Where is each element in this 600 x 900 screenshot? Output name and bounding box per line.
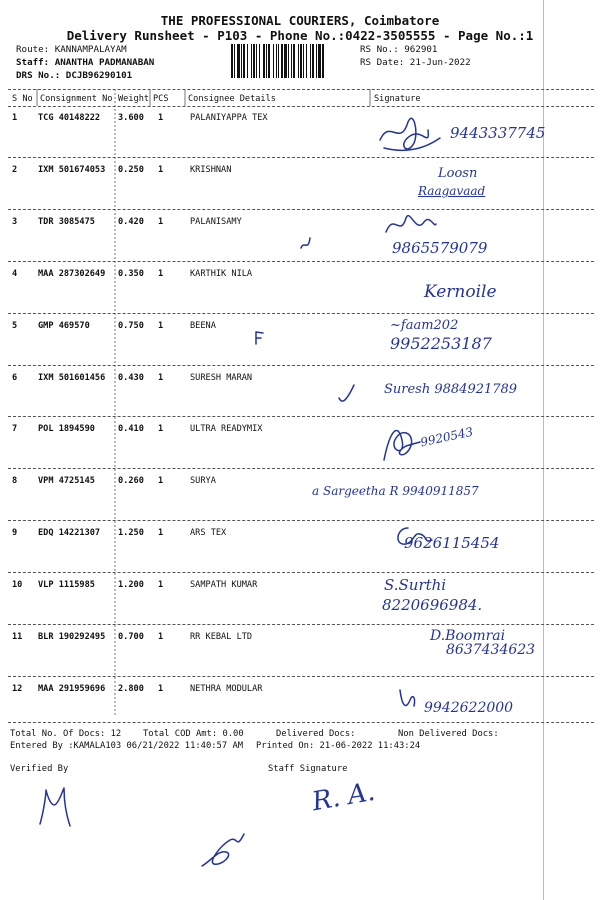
row11-handwritten-name: D.Boomrai bbox=[430, 628, 506, 644]
row-weight: 0.250 bbox=[118, 165, 144, 175]
barcode-bar bbox=[241, 44, 242, 78]
barcode-bar bbox=[251, 44, 252, 78]
row2-handwritten-name: Loosn bbox=[438, 166, 478, 181]
row3-handwritten-phone: 9865579079 bbox=[392, 239, 488, 257]
row-weight: 1.250 bbox=[118, 528, 144, 538]
barcode-bar bbox=[281, 44, 283, 78]
row-sno: 8 bbox=[12, 476, 18, 486]
row5-handwritten-phone: 9952253187 bbox=[390, 334, 492, 353]
non-delivered-docs: Non Delivered Docs: bbox=[398, 729, 499, 739]
staff-label: Staff: ANANTHA PADMANABAN bbox=[16, 57, 155, 68]
route-label: Route: KANNAMPALAYAM bbox=[16, 44, 127, 55]
table-row bbox=[0, 471, 600, 523]
row-consignee: BEENA bbox=[190, 321, 216, 331]
table-row bbox=[0, 523, 600, 575]
barcode-bar bbox=[256, 44, 257, 78]
row3-tick-mark bbox=[298, 236, 314, 254]
row-pcs: 1 bbox=[158, 632, 164, 642]
row-pcs: 1 bbox=[158, 113, 164, 123]
row-consignment: BLR 190292495 bbox=[38, 632, 106, 642]
row-weight: 0.700 bbox=[118, 632, 144, 642]
barcode-bar bbox=[237, 44, 240, 78]
row-sno: 10 bbox=[12, 580, 23, 590]
table-row bbox=[0, 419, 600, 471]
barcode-bar bbox=[293, 44, 295, 78]
barcode-bar bbox=[253, 44, 255, 78]
row-weight: 0.430 bbox=[118, 373, 144, 383]
barcode-bar bbox=[303, 44, 304, 78]
verified-by-label: Verified By bbox=[10, 764, 69, 774]
row11-handwritten-phone: 8637434623 bbox=[446, 642, 536, 658]
row-rule bbox=[8, 572, 594, 573]
barcode-bar bbox=[306, 44, 307, 78]
col-consignee-header: Consignee Details bbox=[188, 94, 276, 104]
row-sno: 3 bbox=[12, 217, 18, 227]
barcode-bar bbox=[310, 44, 311, 78]
col-weight-header: Weight bbox=[118, 94, 150, 104]
barcode-bar bbox=[322, 44, 324, 78]
row9-handwritten-phone: 9626115454 bbox=[404, 534, 500, 552]
row-rule bbox=[8, 676, 594, 677]
row10-handwritten-name: S.Surthi bbox=[384, 576, 447, 594]
row-consignee: ULTRA READYMIX bbox=[190, 424, 263, 434]
barcode-bar bbox=[316, 44, 317, 78]
row2-handwritten-note: Raagavaad bbox=[418, 184, 486, 198]
row12-handwritten-phone: 9942622000 bbox=[424, 700, 514, 716]
row1-handwritten-phone: 9443337745 bbox=[450, 124, 546, 142]
barcode-bar bbox=[312, 44, 314, 78]
row-consignment: GMP 469570 bbox=[38, 321, 90, 331]
row-consignment: VPM 4725145 bbox=[38, 476, 95, 486]
barcode-bar bbox=[268, 44, 270, 78]
row-consignment: MAA 287302649 bbox=[38, 269, 106, 279]
printed-on: Printed On: 21-06-2022 11:43:24 bbox=[256, 741, 421, 751]
table-bottom-rule bbox=[8, 722, 594, 723]
row-weight: 2.800 bbox=[118, 684, 144, 694]
barcode-bar bbox=[263, 44, 265, 78]
barcode-bar bbox=[300, 44, 302, 78]
row-consignment: MAA 291959696 bbox=[38, 684, 106, 694]
row-pcs: 1 bbox=[158, 165, 164, 175]
row-sno: 6 bbox=[12, 373, 18, 383]
rs-date: RS Date: 21-Jun-2022 bbox=[360, 57, 471, 68]
row-sno: 11 bbox=[12, 632, 23, 642]
row-weight: 0.260 bbox=[118, 476, 144, 486]
row-pcs: 1 bbox=[158, 684, 164, 694]
row-pcs: 1 bbox=[158, 424, 164, 434]
row-pcs: 1 bbox=[158, 528, 164, 538]
barcode-bar bbox=[234, 44, 235, 78]
row-pcs: 1 bbox=[158, 269, 164, 279]
row-sno: 5 bbox=[12, 321, 18, 331]
delivered-docs: Delivered Docs: bbox=[276, 729, 356, 739]
row-consignee: RR KEBAL LTD bbox=[190, 632, 253, 642]
row-rule bbox=[8, 261, 594, 262]
total-docs: Total No. Of Docs: 12 bbox=[10, 729, 122, 739]
col-sno-header: S No bbox=[12, 94, 33, 104]
row-consignment: POL 1894590 bbox=[38, 424, 95, 434]
row7-signature-scribble bbox=[376, 420, 424, 466]
row3-signature-scribble bbox=[380, 208, 440, 242]
col-pcs-header: PCS bbox=[153, 94, 169, 104]
barcode-bar bbox=[291, 44, 292, 78]
row-consignee: KRISHNAN bbox=[190, 165, 232, 175]
row-rule bbox=[8, 520, 594, 521]
table-row bbox=[0, 316, 600, 368]
row12-signature-scribble bbox=[396, 686, 420, 714]
row-sno: 9 bbox=[12, 528, 18, 538]
barcode-bar bbox=[259, 44, 260, 78]
total-cod-amount: Total COD Amt: 0.00 bbox=[143, 729, 244, 739]
row10-handwritten-phone: 8220696984. bbox=[382, 596, 483, 614]
staff-signature-label: Staff Signature bbox=[268, 764, 348, 774]
staff-signature-text: R. A. bbox=[309, 776, 378, 818]
table-row bbox=[0, 575, 600, 627]
row-rule bbox=[8, 209, 594, 210]
row-rule bbox=[8, 365, 594, 366]
row5-mark bbox=[252, 330, 266, 346]
barcode-bar bbox=[243, 44, 245, 78]
table-row bbox=[0, 264, 600, 316]
row-weight: 3.600 bbox=[118, 113, 144, 123]
row-rule bbox=[8, 313, 594, 314]
row-consignee: PALANIYAPPA TEX bbox=[190, 113, 268, 123]
barcode-bar bbox=[273, 44, 274, 78]
row-consignee: PALANISAMY bbox=[190, 217, 242, 227]
row-consignment: VLP 1115985 bbox=[38, 580, 95, 590]
drs-label: DRS No.: DCJB96290101 bbox=[16, 70, 133, 81]
row6-tick-mark bbox=[336, 382, 358, 406]
verifier-signature-scribble bbox=[34, 784, 80, 830]
barcode-bar bbox=[231, 44, 233, 78]
row-pcs: 1 bbox=[158, 321, 164, 331]
rs-number: RS No.: 962901 bbox=[360, 44, 438, 55]
row5-handwritten-name: ~faam202 bbox=[390, 318, 459, 333]
barcode-bar bbox=[247, 44, 248, 78]
entered-by: Entered By :KAMALA103 06/21/2022 11:40:57 AM bbox=[10, 741, 244, 751]
row-pcs: 1 bbox=[158, 580, 164, 590]
row7-handwritten-phone: 9920543 bbox=[419, 424, 475, 450]
barcode-bar bbox=[318, 44, 321, 78]
barcode-image bbox=[230, 44, 355, 78]
col-consignment-header: Consignment No bbox=[40, 94, 113, 104]
barcode-bar bbox=[288, 44, 289, 78]
row-sno: 1 bbox=[12, 113, 18, 123]
barcode-bar bbox=[276, 44, 277, 78]
row-weight: 0.750 bbox=[118, 321, 144, 331]
table-row bbox=[0, 160, 600, 212]
row-weight: 0.410 bbox=[118, 424, 144, 434]
row-weight: 1.200 bbox=[118, 580, 144, 590]
row-consignment: TDR 3085475 bbox=[38, 217, 95, 227]
row-sno: 4 bbox=[12, 269, 18, 279]
company-title: THE PROFESSIONAL COURIERS, Coimbatore bbox=[160, 13, 440, 28]
barcode-bar bbox=[298, 44, 299, 78]
row-consignment: EDQ 14221307 bbox=[38, 528, 101, 538]
row-rule bbox=[8, 468, 594, 469]
row-consignee: SURYA bbox=[190, 476, 216, 486]
row-consignee: ARS TEX bbox=[190, 528, 227, 538]
row-sno: 12 bbox=[12, 684, 23, 694]
barcode-bar bbox=[266, 44, 267, 78]
row-consignee: KARTHIK NILA bbox=[190, 269, 253, 279]
row-consignment: IXM 501674053 bbox=[38, 165, 106, 175]
row8-handwritten-text: a Sargeetha R 9940911857 bbox=[312, 484, 479, 498]
row-rule bbox=[8, 157, 594, 158]
row-sno: 7 bbox=[12, 424, 18, 434]
row-sno: 2 bbox=[12, 165, 18, 175]
row-consignment: TCG 40148222 bbox=[38, 113, 101, 123]
row-weight: 0.420 bbox=[118, 217, 144, 227]
row-rule bbox=[8, 416, 594, 417]
second-verifier-signature-scribble bbox=[196, 826, 256, 876]
row-pcs: 1 bbox=[158, 217, 164, 227]
row-consignee: NETHRA MODULAR bbox=[190, 684, 263, 694]
row-consignee: SAMPATH KUMAR bbox=[190, 580, 258, 590]
row6-handwritten-text: Suresh 9884921789 bbox=[384, 382, 518, 397]
row4-handwritten-name: Kernoile bbox=[424, 282, 497, 302]
row-consignee: SURESH MARAN bbox=[190, 373, 253, 383]
barcode-bar bbox=[278, 44, 279, 78]
row-pcs: 1 bbox=[158, 373, 164, 383]
row-pcs: 1 bbox=[158, 476, 164, 486]
row-weight: 0.350 bbox=[118, 269, 144, 279]
col-signature-header: Signature bbox=[374, 94, 421, 104]
barcode-bar bbox=[284, 44, 287, 78]
row-consignment: IXM 501601456 bbox=[38, 373, 106, 383]
runsheet-subtitle: Delivery Runsheet - P103 - Phone No.:0422-3505555 - Page No.:1 bbox=[66, 28, 534, 43]
row-rule bbox=[8, 624, 594, 625]
